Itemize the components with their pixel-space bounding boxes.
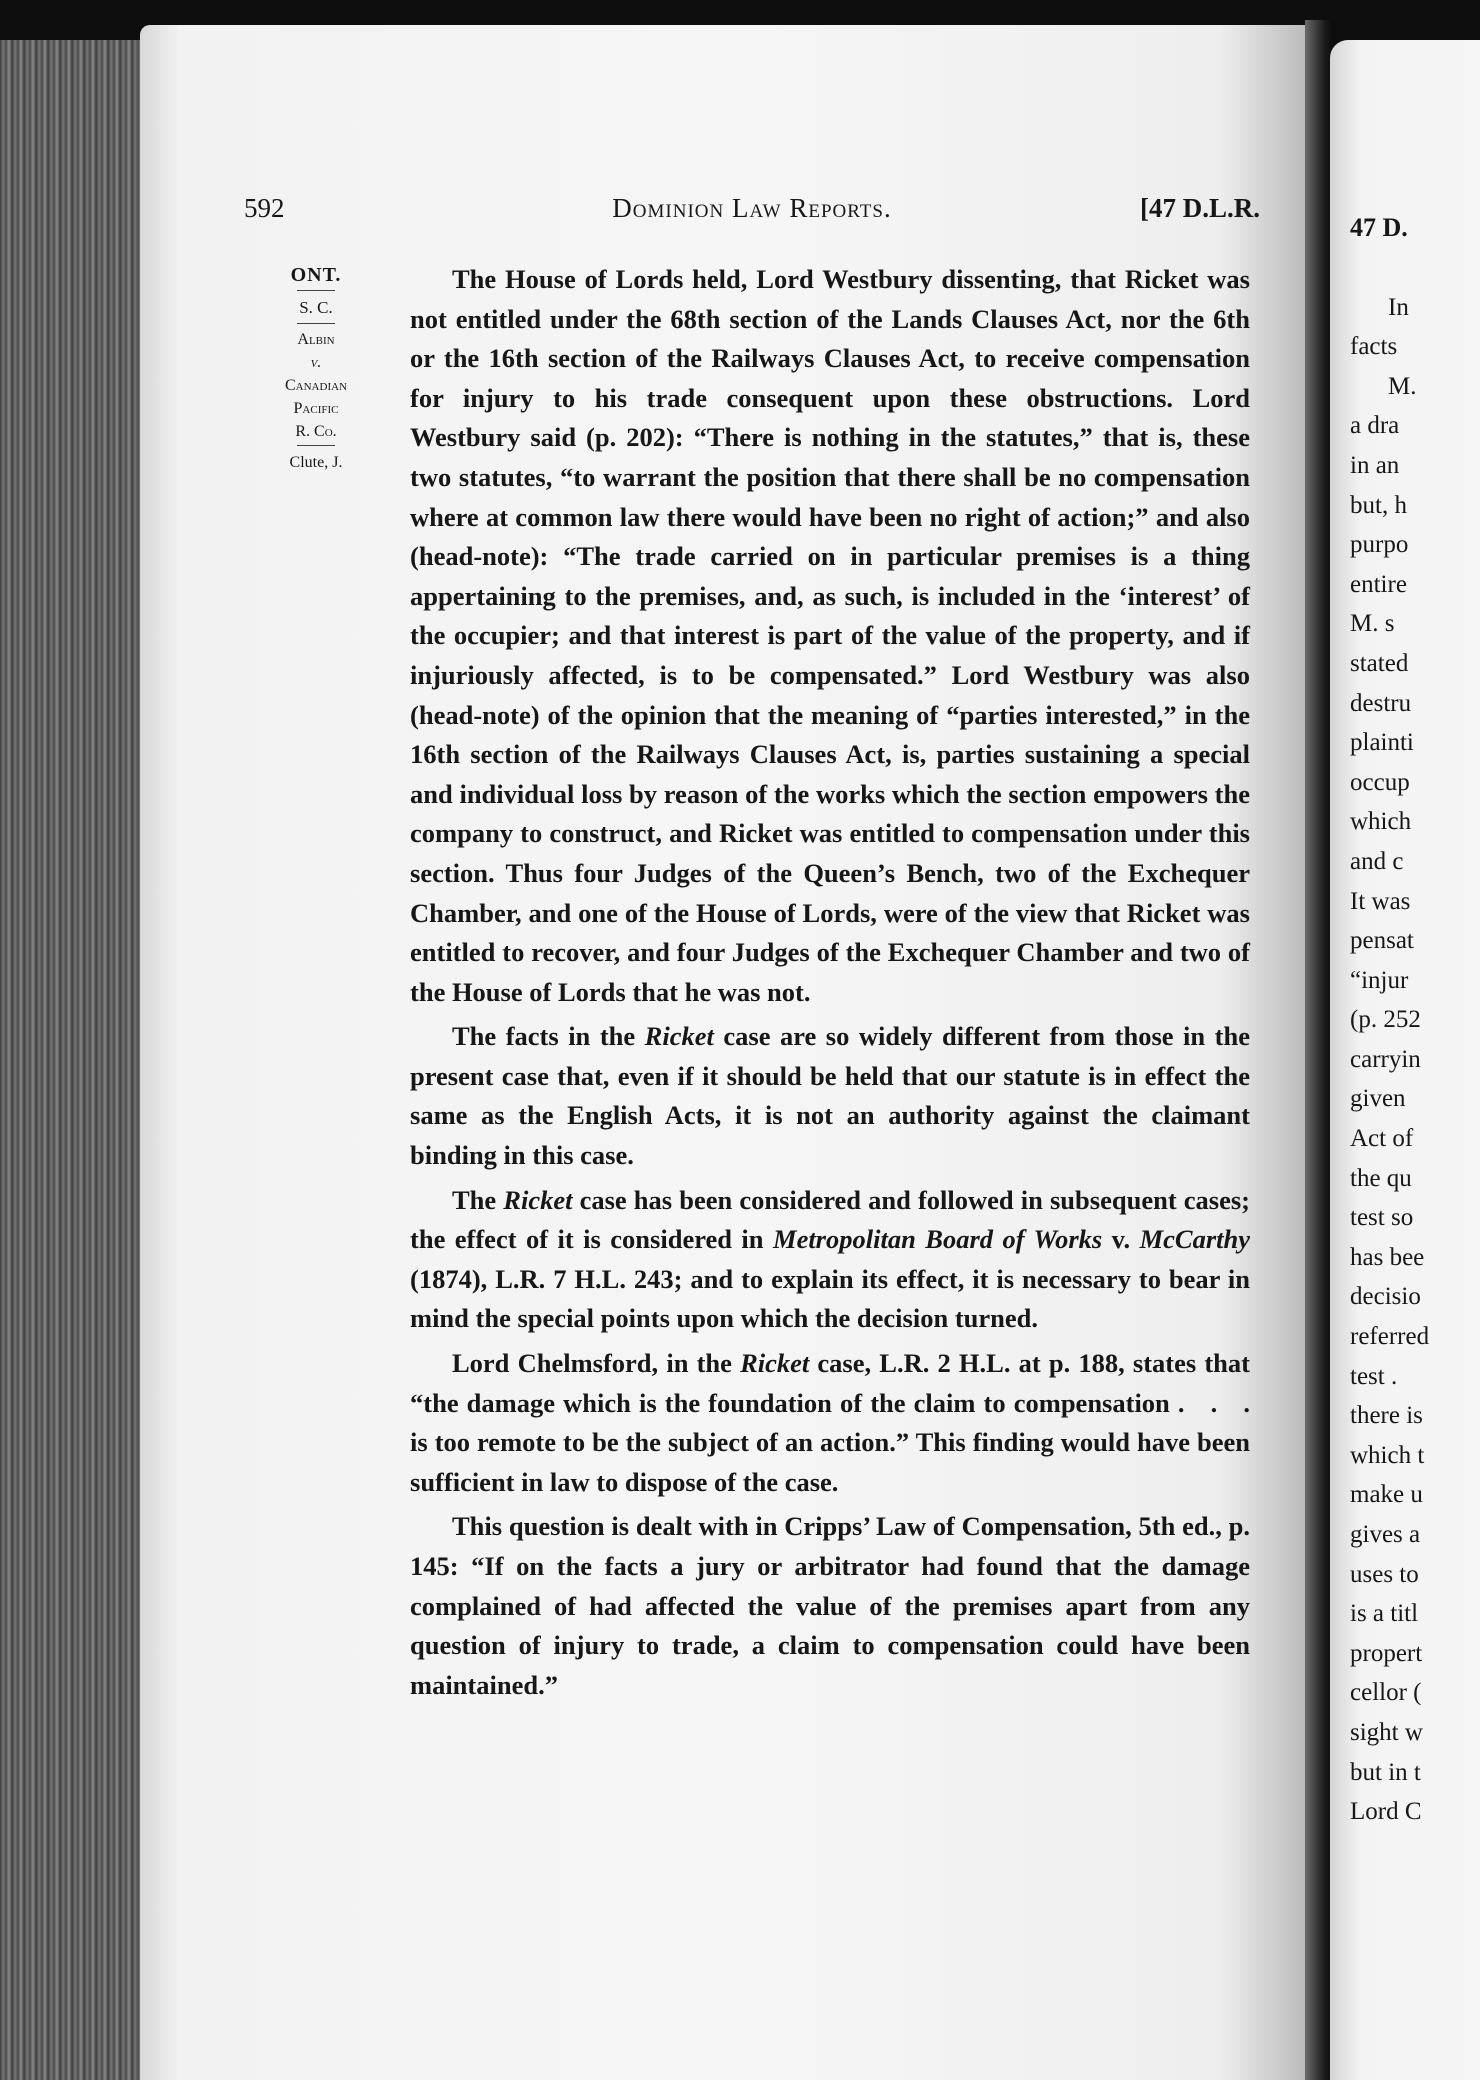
case-name-line: v.	[310, 354, 322, 371]
facing-page-line: given	[1350, 1085, 1406, 1113]
court: S. C.	[299, 298, 333, 317]
book-edge	[0, 40, 150, 2080]
paragraph-text: The House of Lords held, Lord Westbury dissenting, that Ricket was not entitled under the 68th section of the Lands Clauses Act, nor the 6th or the 16th section of the Railways Clauses Act, to receive compensation for injury to his trade consequent upon these obstructions. Lord Westbury said (p. 202): “There is nothing in the statutes,” that is, these two statutes, “to warrant the position that there shall be no compensation where at common law there would have been no right of action;” and also (head-note): “The trade carried on in particular premises is a thing appertaining to the premises, and, as such, is included in the ‘interest’ of the occupier; and that interest is part of the value of the property, and if injuriously affected, is to be compensated.” Lord Westbury was also (head-note) of the opinion that the meaning of “parties interested,” in the 16th section of the Railways Clauses Act, is, parties sustaining a special and individual loss by reason of the works which the section empowers the company to construct, and Ricket was entitled to compensation under this section. Thus four Judges of the Queen’s Bench, two of the Exchequer Chamber, and one of the House of Lords, were of the view that Ricket was entitled to recover, and four Judges of the Exchequer Chamber and two of the House of Lords that he was not.	[410, 264, 1250, 1007]
text-run: (1874), L.R. 7 H.L. 243; and to explain its effect, it is necessary to bear in mind the special points upon which the decision turned.	[410, 1263, 1250, 1334]
case-citation: Ricket	[740, 1348, 810, 1379]
margin-rule	[297, 323, 335, 324]
margin-rule	[297, 445, 335, 446]
facing-page-line: Lord C	[1350, 1798, 1422, 1826]
page-number: 592	[244, 193, 285, 223]
facing-page-line: uses to	[1350, 1560, 1419, 1588]
facing-page-line: M.	[1388, 372, 1417, 400]
text-run: This question is dealt with in Cripps’ Law of Compensation, 5th ed., p. 145: “If on the facts a jury or arbitrator had found that the damage complained of had affected the value of the premises apart from any question of injury to trade, a claim to compensation could have been maintained.”	[410, 1511, 1250, 1700]
margin-notes	[250, 262, 382, 476]
jurisdiction: ONT.	[290, 264, 342, 286]
facing-page-line: a dra	[1350, 412, 1400, 440]
running-head	[244, 193, 1260, 233]
case-citation: McCarthy	[1139, 1224, 1250, 1255]
paragraph	[410, 1344, 1250, 1502]
text-run: case are so widely different from those in the present case that, even if it should be held that our statute is in effect the same as the English Acts, it is not an authority against the claimant binding in this case.	[410, 1021, 1250, 1171]
facing-page-line: the qu	[1350, 1164, 1412, 1192]
facing-page-line: pensat	[1350, 927, 1414, 955]
facing-page-head: 47 D.	[1350, 213, 1408, 242]
text-run: Lord Chelmsford, in the	[452, 1348, 741, 1379]
facing-page-line: referred	[1350, 1323, 1430, 1351]
facing-page-line: stated	[1350, 649, 1409, 677]
case-citation: Metropolitan Board of Works	[773, 1224, 1103, 1255]
facing-page-line: It was	[1350, 887, 1411, 915]
facing-page-line: purpo	[1350, 531, 1409, 559]
case-citation: Ricket	[644, 1021, 714, 1052]
facing-page-line: has bee	[1350, 1243, 1425, 1271]
facing-page-line: “injur	[1350, 966, 1409, 994]
text-run: is too remote to be the subject of an action.” This finding would have been sufficient in law to dispose of the case.	[410, 1427, 1250, 1497]
text-run: case, L.R. 2 H.L. at p. 188, states that “the damage which is the foundation of the claim to compensation	[410, 1348, 1250, 1418]
facing-page-line: carryin	[1350, 1045, 1421, 1073]
facing-page-line: M. s	[1350, 610, 1395, 638]
paragraph	[410, 260, 1250, 1012]
paragraph	[410, 1507, 1250, 1705]
facing-page-line: (p. 252	[1350, 1006, 1421, 1034]
text-run: case has been considered and followed in subsequent cases; the effect of it is considered in	[410, 1184, 1250, 1255]
case-name-line: R. Co.	[295, 423, 337, 440]
facing-page-line: there is	[1350, 1402, 1423, 1430]
facing-page-line: test so	[1350, 1204, 1414, 1232]
facing-page-column	[1350, 208, 1480, 1832]
facing-page-line: but in t	[1350, 1758, 1421, 1786]
case-name-line: Pacific	[293, 400, 339, 417]
volume-reference: [47 D.L.R.	[1140, 193, 1260, 223]
case-name-line: Albin	[297, 331, 335, 348]
facing-page-line: propert	[1350, 1639, 1423, 1667]
facing-page-line: destru	[1350, 689, 1412, 717]
facing-page-line: plainti	[1350, 729, 1414, 757]
facing-page-line: entire	[1350, 570, 1407, 598]
facing-page-line: is a titl	[1350, 1600, 1419, 1628]
facing-page-line: test .	[1350, 1362, 1398, 1390]
facing-page-line: make u	[1350, 1481, 1423, 1509]
facing-page-line: in an	[1350, 451, 1400, 479]
journal-title: Dominion Law Reports.	[612, 193, 892, 223]
paragraph	[410, 1017, 1250, 1175]
text-run: v.	[1102, 1224, 1140, 1255]
facing-page-line: Act of	[1350, 1125, 1414, 1153]
facing-page-line: gives a	[1350, 1521, 1421, 1548]
facing-page-line: occup	[1350, 768, 1410, 796]
facing-page-line: cellor (	[1350, 1679, 1422, 1707]
facing-page-line: which	[1350, 808, 1412, 836]
case-citation: Ricket	[503, 1184, 573, 1215]
facing-page-line: facts	[1350, 333, 1398, 361]
facing-page-line: which t	[1350, 1441, 1425, 1469]
main-text	[410, 260, 1250, 1710]
margin-rule	[297, 290, 335, 291]
facing-page-line: In	[1388, 293, 1409, 321]
facing-page-line: and c	[1350, 847, 1404, 875]
judge: Clute, J.	[289, 454, 343, 471]
text-run: The	[452, 1184, 504, 1215]
case-name-line: Canadian	[285, 377, 347, 394]
facing-page-line: but, h	[1350, 491, 1407, 519]
text-run: The facts in the	[452, 1021, 645, 1052]
facing-page-line: sight w	[1350, 1718, 1423, 1746]
paragraph	[410, 1181, 1250, 1339]
facing-page-lines	[1350, 288, 1480, 1832]
facing-page-line: decisio	[1350, 1283, 1421, 1311]
ellipsis: . . .	[1177, 1387, 1250, 1418]
